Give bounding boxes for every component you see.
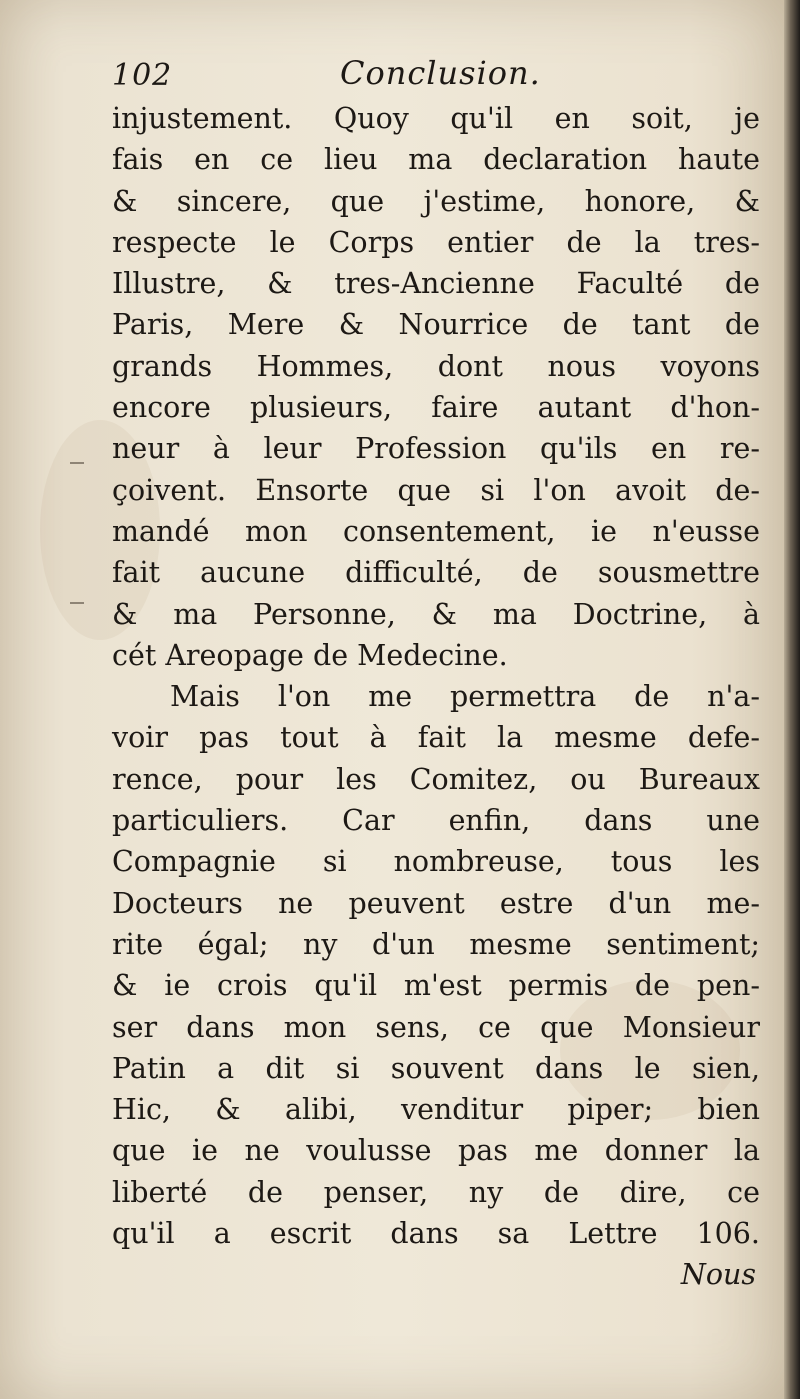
text-line: rence, pour les Comitez, ou Bureaux [112, 762, 760, 796]
text-line: qu'il a escrit dans sa Lettre 106. [112, 1217, 760, 1251]
page-edge [784, 0, 800, 1399]
text-line: voir pas tout à fait la mesme defe- [112, 721, 760, 755]
text-line: & sincere, que j'estime, honore, & [112, 184, 760, 218]
text-line: cét Areopage de Medecine. [112, 638, 508, 672]
text-line: Mais l'on me permettra de n'a- [170, 680, 760, 714]
text-line: rite égal; ny d'un mesme sentiment; [112, 927, 760, 961]
text-line: çoivent. Ensorte que si l'on avoit de- [112, 473, 760, 507]
text-line: encore plusieurs, faire autant d'hon- [112, 391, 760, 425]
text-line: neur à leur Profession qu'ils en re- [112, 432, 760, 466]
page-number: 102 [112, 58, 173, 93]
text-line: Hic, & alibi, venditur piper; bien [112, 1093, 760, 1127]
margin-mark [70, 462, 84, 464]
text-line: Illustre, & tres-Ancienne Faculté de [112, 267, 760, 301]
running-title: Conclusion. [340, 54, 541, 92]
text-line: liberté de penser, ny de dire, ce [112, 1175, 760, 1209]
margin-mark [70, 602, 84, 604]
text-line: Patin a dit si souvent dans le sien, [112, 1051, 760, 1085]
text-line: Compagnie si nombreuse, tous les [112, 845, 760, 879]
catchword: Nous [680, 1258, 756, 1292]
text-line: fais en ce lieu ma declaration haute [112, 143, 760, 177]
text-line: respecte le Corps entier de la tres- [112, 225, 760, 259]
text-line: Docteurs ne peuvent estre d'un me- [112, 886, 760, 920]
text-line: Paris, Mere & Nourrice de tant de [112, 308, 760, 342]
page-header [112, 50, 760, 98]
text-line: ser dans mon sens, ce que Monsieur [112, 1010, 760, 1044]
text-line: particuliers. Car enfin, dans une [112, 804, 760, 838]
body-text [112, 98, 760, 1254]
page-text [112, 50, 760, 1296]
text-line: injustement. Quoy qu'il en soit, je [112, 102, 760, 135]
text-line: que ie ne voulusse pas me donner la [112, 1134, 760, 1168]
text-line: grands Hommes, dont nous voyons [112, 349, 760, 383]
text-line: & ma Personne, & ma Doctrine, à [112, 597, 760, 631]
text-line: mandé mon consentement, ie n'eusse [112, 514, 760, 548]
text-line: fait aucune difficulté, de sousmettre [112, 556, 760, 590]
text-line: & ie crois qu'il m'est permis de pen- [112, 969, 760, 1003]
